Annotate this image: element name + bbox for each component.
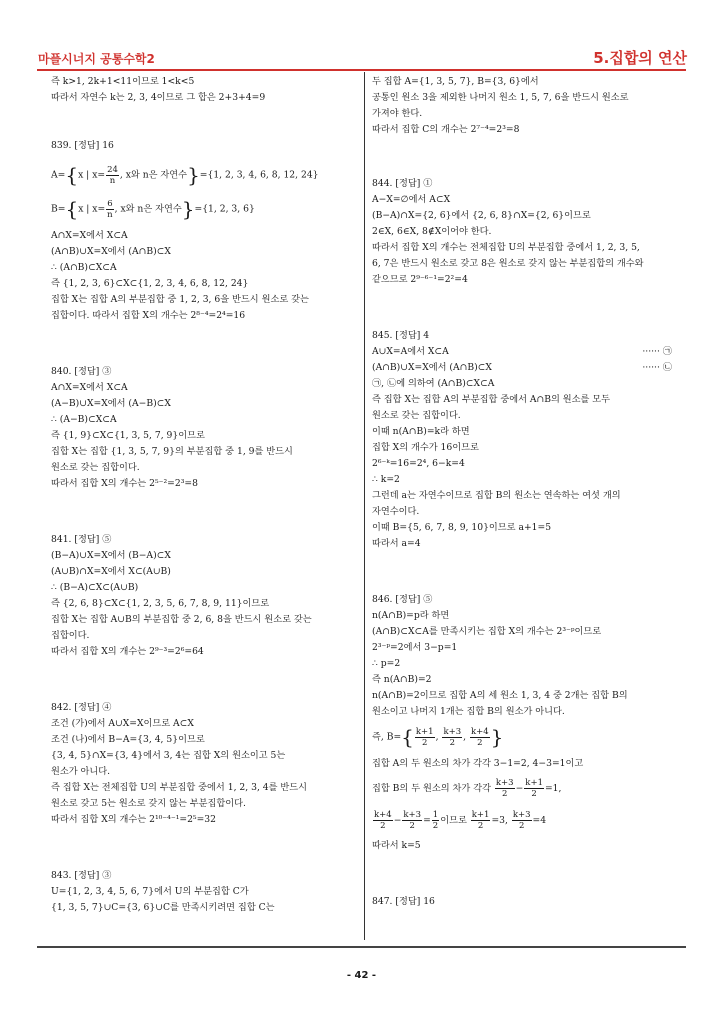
fraction-numerator: k+1 <box>471 810 490 820</box>
fraction <box>471 810 491 831</box>
solution-line: 원소이고 나머지 1개는 집합 B의 원소가 아니다. <box>372 706 565 717</box>
brace-close: } <box>490 725 504 749</box>
solution-line: 집합이다. <box>51 630 90 641</box>
solution-line: 따라서 a=4 <box>372 538 421 549</box>
solution-line: ∴ p=2 <box>372 658 401 669</box>
set-a-definition <box>51 160 363 190</box>
page-number: - 42 - <box>346 970 377 981</box>
line-text: (A∩B)∪X=X에서 (A∩B)⊂X <box>372 362 492 373</box>
fraction-denominator: 2 <box>432 821 439 831</box>
set-lhs: A= <box>51 169 66 181</box>
fraction <box>415 727 435 748</box>
solution-line: 원소가 아니다. <box>51 766 111 777</box>
solution-line: 따라서 집합 X의 개수는 2¹⁰⁻⁴⁻¹=2⁵=32 <box>51 814 216 825</box>
answer-heading: 842. [정답] ④ <box>51 702 112 713</box>
solution-line: 집합이다. 따라서 집합 X의 개수는 2⁸⁻⁴=2⁴=16 <box>51 310 246 321</box>
solution-line: 원소로 갖는 집합이다. <box>372 410 461 421</box>
operator: − <box>393 815 402 826</box>
solution-line: (A∩B)∪X=X에서 (A∩B)⊂X <box>51 246 171 257</box>
set-fraction <box>106 165 119 186</box>
fraction <box>432 810 439 831</box>
solution-line: 자연수이다. <box>372 506 420 517</box>
set-rhs: ={1, 2, 3, 4, 6, 8, 12, 24} <box>199 169 319 181</box>
fraction-denominator: n <box>107 209 113 220</box>
solution-line: 집합 X는 집합 A∪B의 부분집합 중 2, 6, 8을 반드시 원소로 갖는 <box>51 614 312 625</box>
header-divider <box>37 69 686 71</box>
fraction-numerator: k+4 <box>470 726 489 737</box>
comma: , <box>435 731 442 743</box>
line-suffix: =4 <box>532 815 547 826</box>
solution-line: 원소로 갖고 5는 원소로 갖지 않는 부분집합이다. <box>51 798 246 809</box>
answer-heading: 846. [정답] ⑤ <box>372 594 433 605</box>
fraction-denominator: 2 <box>422 737 428 748</box>
solution-line: {1, 3, 5, 7}∪C={3, 6}∪C를 만족시키려면 집합 C는 <box>51 902 275 913</box>
solution-line: 조건 (가)에서 A∪X=X이므로 A⊂X <box>51 718 194 729</box>
equation-marker: ······ ㉠ <box>642 346 672 357</box>
text: =3, <box>491 815 511 826</box>
fraction-numerator: k+3 <box>512 810 531 820</box>
set-lhs: B= <box>51 203 66 215</box>
fraction-numerator: k+1 <box>525 778 543 788</box>
solution-line: 집합 X의 개수가 16이므로 <box>372 442 479 453</box>
fraction-denominator: 2 <box>477 737 483 748</box>
set-condition: , x와 n은 자연수 <box>114 203 182 215</box>
difference-line-2 <box>372 806 672 836</box>
solution-line: (A∩B)⊂X⊂A를 만족시키는 집합 X의 개수는 2³⁻ᵖ이므로 <box>372 626 602 637</box>
solution-line: ∴ (A−B)⊂X⊂A <box>51 414 117 425</box>
operator: = <box>423 815 431 826</box>
solution-line: A∩X=X에서 X⊂A <box>51 382 128 393</box>
brace-close: } <box>187 163 200 187</box>
solution-line: 두 집합 A={1, 3, 5, 7}, B={3, 6}에서 <box>372 76 539 87</box>
solution-line: (B−A)∩X={2, 6}에서 {2, 6, 8}∩X={2, 6}이므로 <box>372 210 591 221</box>
header-left: 마플시너지 공통수학2 <box>38 52 155 66</box>
fraction-denominator: 2 <box>477 821 484 831</box>
line-text: A∪X=A에서 X⊂A <box>372 346 449 357</box>
solution-line: 따라서 k=5 <box>372 840 421 851</box>
solution-line: {3, 4, 5}∩X={3, 4}에서 3, 4는 집합 X의 원소이고 5는 <box>51 750 286 761</box>
solution-line: 집합 A의 두 원소의 차가 각각 3−1=2, 4−3=1이고 <box>372 758 584 769</box>
solution-line: (A∪B)∩X=X에서 X⊂(A∪B) <box>51 566 171 577</box>
right-column <box>372 74 672 910</box>
fraction <box>470 727 490 748</box>
solution-line: U={1, 2, 3, 4, 5, 6, 7}에서 U의 부분집합 C가 <box>51 886 249 897</box>
text: 이므로 <box>440 815 470 826</box>
fraction-denominator: 2 <box>409 821 415 831</box>
fraction-denominator: 2 <box>531 789 537 799</box>
fraction <box>495 778 515 799</box>
fraction <box>402 810 422 831</box>
fraction-denominator: 2 <box>449 737 455 748</box>
line-prefix: 즉, B= <box>372 731 402 743</box>
set-condition: , x와 n은 자연수 <box>119 169 188 181</box>
solution-line: 따라서 집합 X의 개수는 2⁵⁻²=2³=8 <box>51 478 198 489</box>
solution-line: A∩X=X에서 X⊂A <box>51 230 128 241</box>
solution-line: 즉 {1, 2, 3, 6}⊂X⊂{1, 2, 3, 4, 6, 8, 12, 24} <box>51 278 249 289</box>
solution-line: 즉 집합 X는 집합 A의 부분집합 중에서 A∩B의 원소를 모두 <box>372 394 611 405</box>
solution-line: 따라서 집합 C의 개수는 2⁷⁻⁴=2³=8 <box>372 124 520 135</box>
fraction-denominator: 2 <box>380 821 386 831</box>
solution-line: 2∈X, 6∈X, 8∉X이어야 한다. <box>372 226 492 237</box>
solution-line: 6, 7은 반드시 원소로 갖고 8은 원소로 갖지 않는 부분집합의 개수와 <box>372 258 644 269</box>
solution-line: 조건 (나)에서 B−A={3, 4, 5}이므로 <box>51 734 205 745</box>
solution-line: ∴ (B−A)⊂X⊂(A∪B) <box>51 582 139 593</box>
fraction <box>524 778 544 799</box>
solution-line: A−X=∅에서 A⊂X <box>372 194 451 205</box>
solution-line: 따라서 자연수 k는 2, 3, 4이므로 그 합은 2+3+4=9 <box>51 92 266 103</box>
solution-line: ㉠, ㉡에 의하여 (A∩B)⊂X⊂A <box>372 378 495 389</box>
solution-line: 2⁶⁻ᵏ=16=2⁴, 6−k=4 <box>372 458 465 469</box>
solution-line: 2³⁻ᵖ=2에서 3−p=1 <box>372 642 458 653</box>
solution-line: (B−A)∪X=X에서 (B−A)⊂X <box>51 550 171 561</box>
comma: , <box>463 731 469 743</box>
fraction-numerator: k+3 <box>403 810 422 820</box>
set-rhs: ={1, 2, 3, 6} <box>194 203 255 215</box>
operator: − <box>515 783 524 794</box>
fraction <box>373 810 393 831</box>
set-b-definition <box>51 194 363 224</box>
answer-heading: 845. [정답] 4 <box>372 330 430 341</box>
fraction-numerator: k+3 <box>443 726 462 737</box>
equation-marker: ······ ㉡ <box>642 362 672 373</box>
fraction-denominator: 2 <box>502 789 508 799</box>
solution-line: n(A∩B)=2이므로 집합 A의 세 원소 1, 3, 4 중 2개는 집합 B의 <box>372 690 628 701</box>
difference-line-1 <box>372 774 672 804</box>
solution-line: (A−B)∪X=X에서 (A−B)⊂X <box>51 398 171 409</box>
solution-line <box>372 360 672 376</box>
set-fraction <box>106 199 113 220</box>
solution-line: 즉 {1, 9}⊂X⊂{1, 3, 5, 7, 9}이므로 <box>51 430 205 441</box>
left-column <box>51 74 363 916</box>
solution-line: 원소로 갖는 집합이다. <box>51 462 140 473</box>
answer-heading: 844. [정답] ① <box>372 178 433 189</box>
solution-line: 따라서 집합 X의 개수는 전체집합 U의 부분집합 중에서 1, 2, 3, 5, <box>372 242 640 253</box>
line-prefix: 집합 B의 두 원소의 차가 각각 <box>372 783 494 794</box>
brace-close: } <box>181 197 195 221</box>
fraction-numerator: 6 <box>107 198 113 209</box>
set-var: x | x= <box>78 203 106 215</box>
solution-line: 집합 X는 집합 {1, 3, 5, 7, 9}의 부분집합 중 1, 9를 반드시 <box>51 446 293 457</box>
solution-line: 그런데 a는 자연수이므로 집합 B의 원소는 연속하는 여섯 개의 <box>372 490 621 501</box>
brace-open: { <box>401 725 414 749</box>
solution-line: 이때 n(A∩B)=k라 하면 <box>372 426 470 437</box>
fraction-numerator: 24 <box>107 164 118 175</box>
answer-heading: 847. [정답] 16 <box>372 896 435 907</box>
solution-line: 가져야 한다. <box>372 108 423 119</box>
solution-line: 즉 {2, 6, 8}⊂X⊂{1, 2, 3, 5, 6, 7, 8, 9, 11}이므로 <box>51 598 270 609</box>
answer-heading: 843. [정답] ③ <box>51 870 112 881</box>
solution-line: 집합 X는 집합 A의 부분집합 중 1, 2, 3, 6을 반드시 원소로 갖는 <box>51 294 309 305</box>
fraction-numerator: k+3 <box>495 778 514 788</box>
solution-line: n(A∩B)=p라 하면 <box>372 610 450 621</box>
fraction-numerator: k+4 <box>374 810 392 820</box>
solution-line <box>372 344 672 360</box>
column-divider <box>364 72 365 940</box>
brace-open: { <box>65 163 79 187</box>
fraction <box>512 810 532 831</box>
set-var: x | x= <box>78 169 106 181</box>
fraction-numerator: 1 <box>432 810 439 820</box>
answer-heading: 841. [정답] ⑤ <box>51 534 112 545</box>
solution-line: 즉 집합 X는 전체집합 U의 부분집합 중에서 1, 2, 3, 4를 반드시 <box>51 782 308 793</box>
header-right: 5.집합의 연산 <box>593 49 687 67</box>
answer-heading: 840. [정답] ③ <box>51 366 112 377</box>
fraction-numerator: k+1 <box>415 726 434 737</box>
solution-line: ∴ (A∩B)⊂X⊂A <box>51 262 117 273</box>
brace-open: { <box>65 197 79 221</box>
solution-line: 같으므로 2⁹⁻⁶⁻¹=2²=4 <box>372 274 468 285</box>
solution-line: ∴ k=2 <box>372 474 400 485</box>
solution-line: 공통인 원소 3을 제외한 나머지 원소 1, 5, 7, 6을 반드시 원소로 <box>372 92 629 103</box>
fraction-denominator: 2 <box>518 821 525 831</box>
line-suffix: =1, <box>544 783 562 794</box>
answer-heading: 839. [정답] 16 <box>51 140 114 151</box>
solution-line: 이때 B={5, 6, 7, 8, 9, 10}이므로 a+1=5 <box>372 522 552 533</box>
fraction-denominator: n <box>109 175 116 186</box>
set-b-fractions <box>372 722 672 752</box>
footer-divider <box>37 946 686 948</box>
fraction <box>442 727 462 748</box>
solution-line: 즉 k>1, 2k+1<11이므로 1<k<5 <box>51 76 195 87</box>
solution-line: 즉 n(A∩B)=2 <box>372 674 432 685</box>
solution-line: 따라서 집합 X의 개수는 2⁹⁻³=2⁶=64 <box>51 646 204 657</box>
